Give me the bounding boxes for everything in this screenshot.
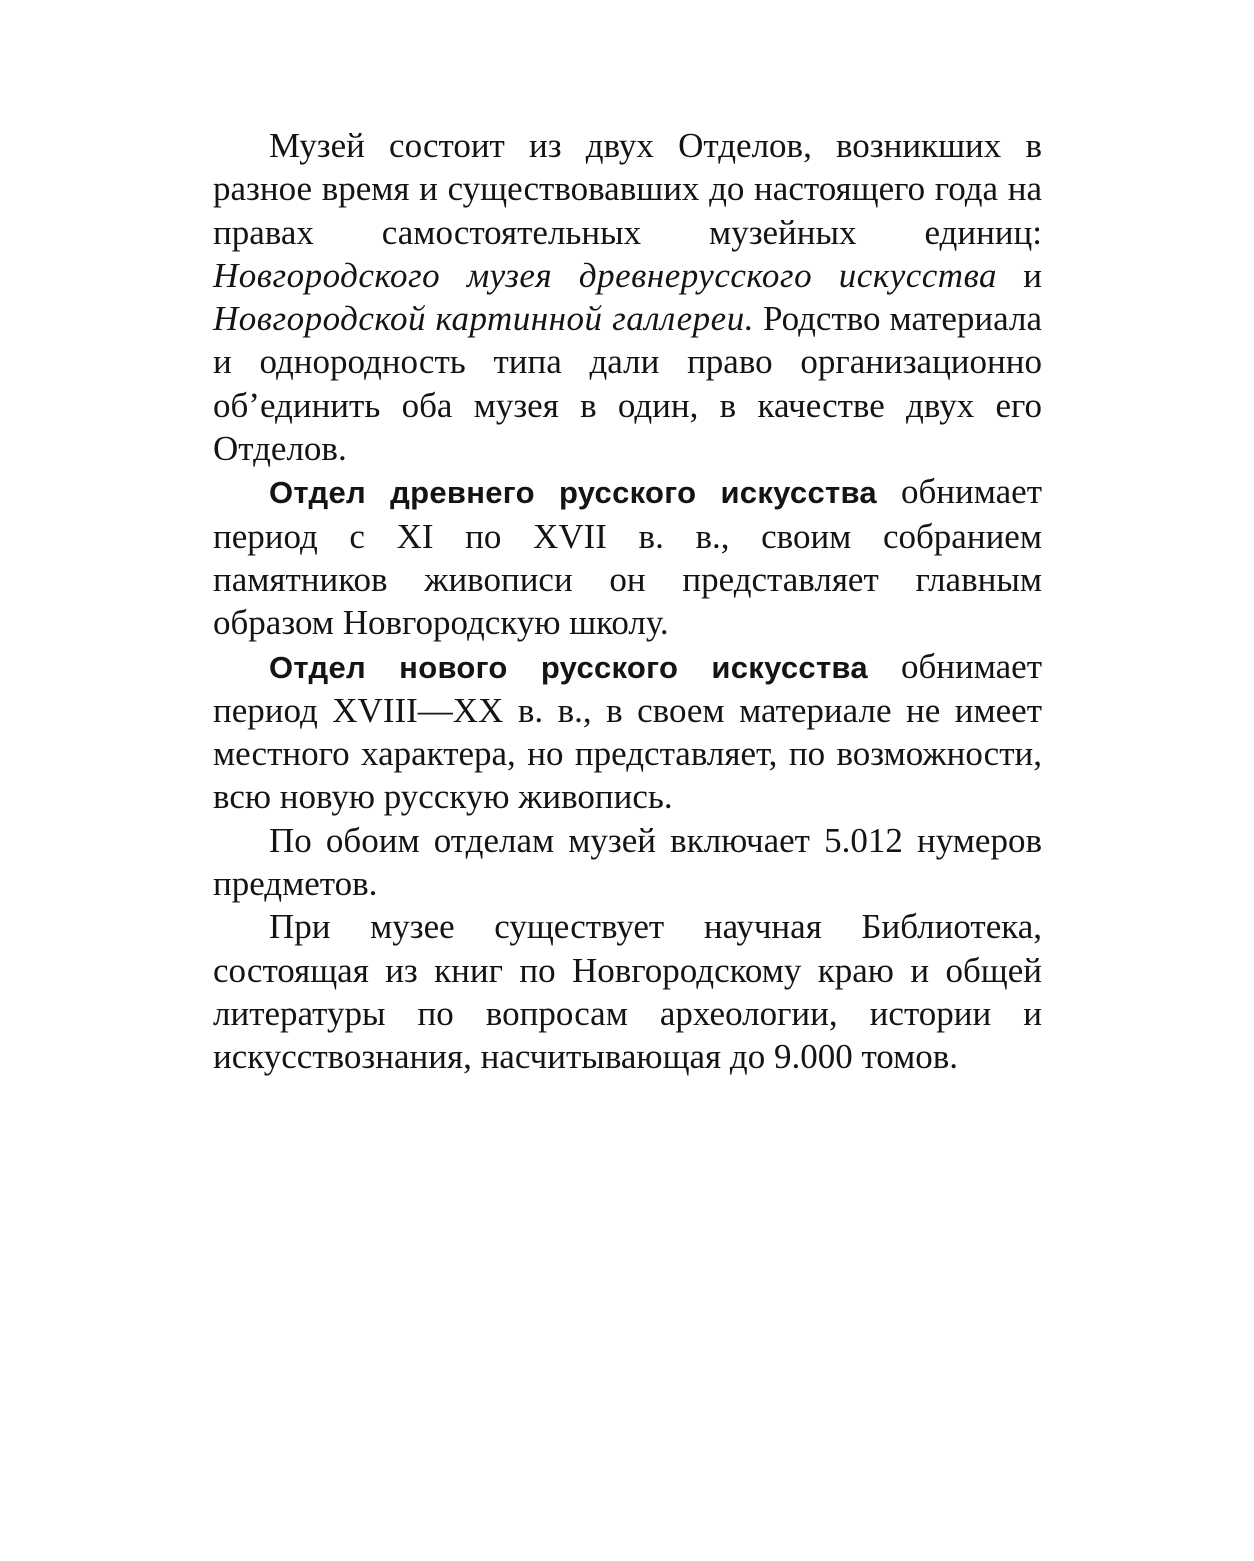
overview-conjunction: и [997,255,1042,295]
item-count-text: По обоим отделам музей включает 5.012 нумеров предметов. [213,820,1042,904]
body-text [213,124,1042,1079]
paragraph-old-art-department [213,470,1042,644]
new-art-department-heading: Отдел нового русского искусства [269,649,868,685]
document-page [213,124,1042,1079]
paragraph-new-art-department [213,645,1042,819]
overview-text-end: Родство материала и однородность типа дали право организационно обʼединить оба музея в один, в качестве двух его Отделов. [213,299,1042,469]
picture-gallery-name: Новгородской картинной галлереи. [213,299,754,339]
paragraph-item-count [213,819,1042,906]
old-art-department-text: обнимает период с XI по XVII в. в., своим собранием памятников живописи он представляет главным образом Новгородскую школу. [213,472,1042,643]
library-text: При музее существует научная Библиотека, состоящая из книг по Новгородскому краю и общей литературы по вопросам археологии, истории и искусствознания, насчитывающая до 9.000 томов. [213,907,1042,1077]
overview-text-start: Музей состоит из двух Отделов, возникших в разное время и существовавших до настоящего года на правах самостоятельных музейных единиц: [213,126,1042,252]
old-art-department-heading: Отдел древнего русского искусства [269,475,877,511]
paragraph-library [213,905,1042,1078]
paragraph-museum-overview [213,124,1042,470]
new-art-department-text: обнимает период XVIII—XX в. в., в своем материале не имеет местного характера, но представляет, по возможности, всю новую русскую живопись. [213,646,1042,817]
old-russian-art-museum-name: Новгородского музея древнерусского искусства [213,255,998,295]
